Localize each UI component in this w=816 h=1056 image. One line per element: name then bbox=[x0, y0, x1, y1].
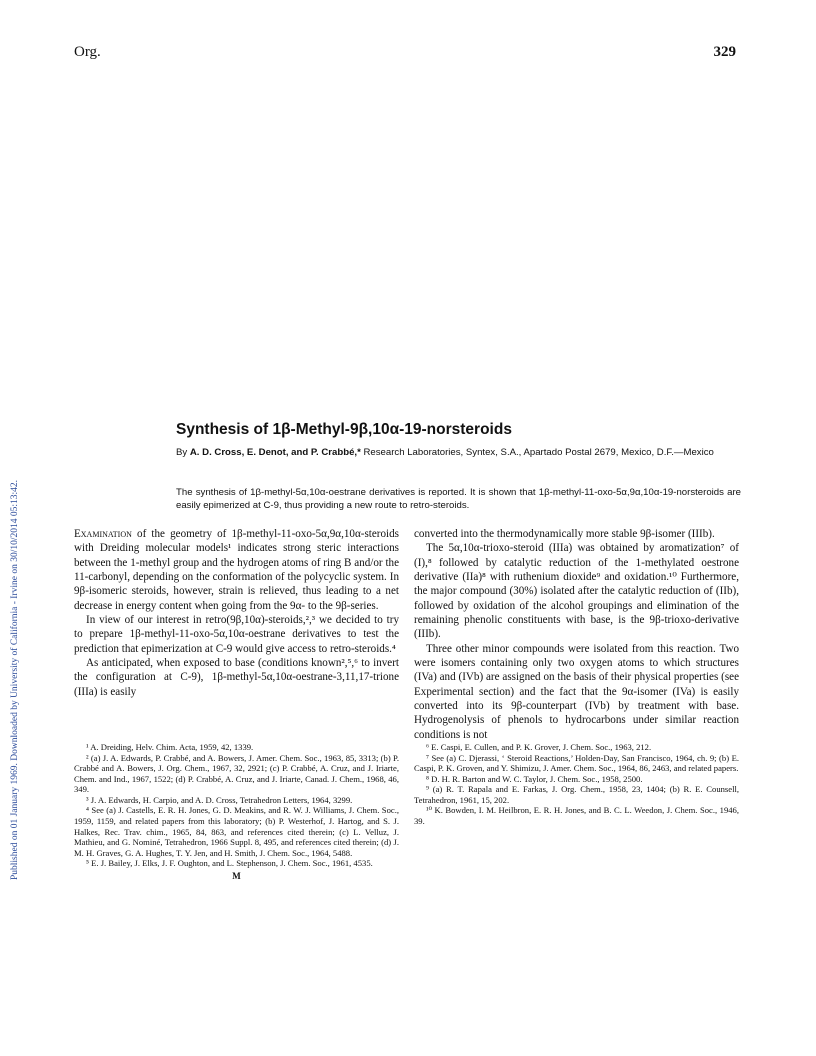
footnotes-left bbox=[74, 742, 399, 869]
affiliation: Research Laboratories, Syntex, S.A., Apartado Postal 2679, Mexico, D.F.—Mexico bbox=[363, 447, 714, 458]
page-number: 329 bbox=[713, 44, 736, 60]
paragraph: Three other minor compounds were isolated from this reaction. Two were isomers containing only two oxygen atoms to which structures (IVa) and (IVb) are assigned on the basis of their physical properties (see Experimental section) and the fact that the 9α-isomer (IVa) is easily converted into its 9β-counterpart (IVb) by treatment with base. Hydrogenolysis of phenols to hydrocarbons under similar reaction conditions is not bbox=[414, 642, 739, 741]
abstract: The synthesis of 1β-methyl-5α,10α-oestrane derivatives is reported. It is shown that 1β-methyl-11-oxo-5α,9α,10α-19-norsteroids are easily epimerized at C-9, thus providing a new route to retro-steroids. bbox=[176, 487, 741, 511]
footnote: ³ J. A. Edwards, H. Carpio, and A. D. Cross, Tetrahedron Letters, 1964, 3299. bbox=[86, 794, 353, 805]
footnote: ⁶ E. Caspi, E. Cullen, and P. K. Grover, J. Chem. Soc., 1963, 212. bbox=[426, 742, 652, 753]
right-column bbox=[414, 527, 739, 827]
footnote: ⁵ E. J. Bailey, J. Elks, J. F. Oughton, and L. Stephenson, J. Chem. Soc., 1961, 4535. bbox=[86, 858, 373, 869]
download-watermark-text: Published on 01 January 1969. Downloaded by University of California - Irvine on 30/10/2014 05:13:42. bbox=[10, 479, 20, 880]
paragraph: As anticipated, when exposed to base (conditions known²,⁵,⁶ to invert the configuration at C-9), 1β-methyl-5α,10α-oestrane-3,11,17-trione (IIIa) is easily bbox=[74, 657, 399, 698]
footnote: ⁴ See (a) J. Castells, E. R. H. Jones, G. D. Meakins, and R. W. J. Williams, J. Chem. Soc., 1959, 1159, and related papers from this laboratory; (b) P. Westerhof, J. Hartog, and S. J. Halkes, Rec. Trav. chim., 1965, 84, 863, and references cited therein; (c) L. Velluz, J. Mathieu, and G. Nominé, Tetrahedron, 1966 Suppl. 8, 495, and references cited therein; (d) J. M. H. Graves, G. A. Hughes, T. Y. Jen, and H. Smith, J. Chem. Soc., 1964, 5488. bbox=[74, 805, 399, 858]
signature-mark: M bbox=[232, 870, 241, 881]
lead-word: Examination bbox=[74, 528, 132, 540]
footnotes-right bbox=[414, 742, 739, 826]
authors: A. D. Cross, E. Denot, and P. Crabbé,* bbox=[189, 447, 361, 458]
footnote: ² (a) J. A. Edwards, P. Crabbé, and A. Bowers, J. Amer. Chem. Soc., 1963, 85, 3313; (b) P. Crabbé and A. Bowers, J. Org. Chem., 1967, 32, 2921; (c) P. Crabbé, A. Cruz, and J. Iriarte, Chem. and Ind., 1967, 1522; (d) P. Crabbé, A. Cruz, and J. Iriarte, Canad. J. Chem., 1968, 46, 349. bbox=[74, 752, 399, 795]
byline bbox=[176, 447, 741, 460]
footnote: ⁸ D. H. R. Barton and W. C. Taylor, J. Chem. Soc., 1958, 2500. bbox=[426, 773, 643, 784]
paragraph: The 5α,10α-trioxo-steroid (IIIa) was obtained by aromatization⁷ of (I),⁸ followed by catalytic reduction of the 1-methylated oestrone derivative (IIa)⁸ with ruthenium dioxide⁹ and oxidation.¹⁰ Furthermore, the major compound (30%) isolated after the catalytic reduction of (IIb), followed by oxidation of the alcohol groupings and elimination of the remaining phenolic constituents with base, is the 9β-trioxo-derivative (IIIb). bbox=[414, 542, 739, 641]
left-column bbox=[74, 527, 399, 883]
paragraph: In view of our interest in retro(9β,10α)-steroids,²,³ we decided to try to prepare 1β-methyl-11-oxo-5α,10α-oestrane derivatives to test the prediction that epimerization at C-9 would give access to retro-steroids.⁴ bbox=[74, 614, 399, 655]
journal-header: Org. bbox=[74, 44, 101, 60]
download-watermark bbox=[2, 140, 18, 880]
paragraph-text: of the geometry of 1β-methyl-11-oxo-5α,9α,10α-steroids with Dreiding molecular models¹ indicates strong steric interactions between the 1-methyl group and the hydrogen atoms of ring B and/or the 11-carbonyl, depending on the conformation of the polycyclic system. In 9β-isomeric steroids, however, strain is relieved, thus leading to a net decrease in energy content when going from the 9α- to the 9β-series. bbox=[74, 528, 399, 612]
byline-by: By bbox=[176, 447, 188, 458]
paragraph: converted into the thermodynamically more stable 9β-isomer (IIIb). bbox=[414, 528, 715, 540]
footnote: ⁷ See (a) C. Djerassi, ‘ Steroid Reactions,’ Holden-Day, San Francisco, 1964, ch. 9; (b) E. Caspi, P. K. Groven, and Y. Shimizu, J. Amer. Chem. Soc., 1964, 86, 2463, and related papers. bbox=[414, 752, 739, 774]
footnote: ¹ A. Dreiding, Helv. Chim. Acta, 1959, 42, 1339. bbox=[86, 742, 254, 753]
paragraph bbox=[74, 527, 399, 613]
footnote: ⁹ (a) R. T. Rapala and E. Farkas, J. Org. Chem., 1958, 23, 1404; (b) R. E. Counsell, Tetrahedron, 1961, 15, 202. bbox=[414, 784, 739, 805]
article-title: Synthesis of 1β-Methyl-9β,10α-19-norsteroids bbox=[176, 421, 512, 438]
footnote: ¹⁰ K. Bowden, I. M. Heilbron, E. R. H. Jones, and B. C. L. Weedon, J. Chem. Soc., 1946, 39. bbox=[414, 805, 739, 826]
